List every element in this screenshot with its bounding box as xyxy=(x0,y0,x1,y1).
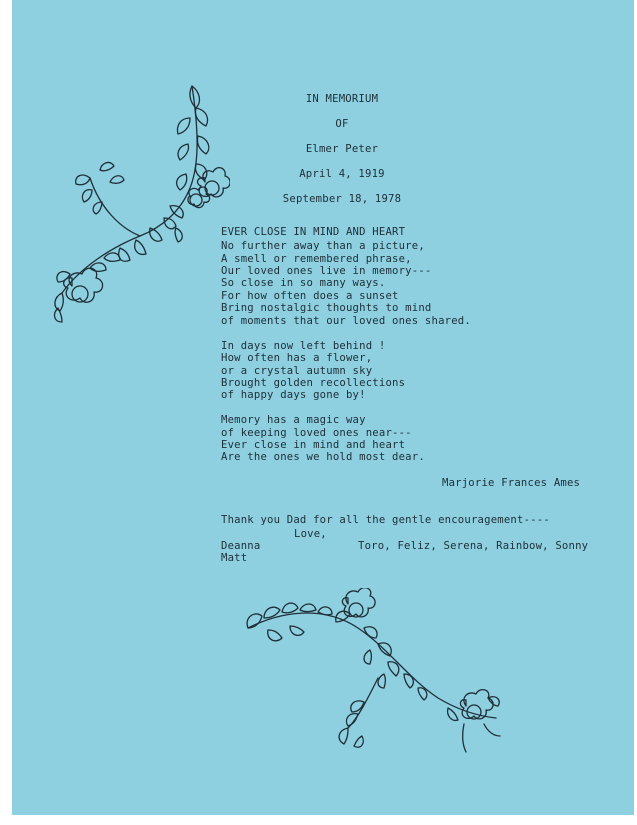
title: IN MEMORIUM xyxy=(305,93,379,105)
floral-sprig-left-icon xyxy=(40,78,230,343)
closing-love: Love, xyxy=(294,528,327,540)
of-line: OF xyxy=(335,118,349,130)
poem-line: Our loved ones live in memory--- xyxy=(221,265,432,277)
poem-line: Bring nostalgic thoughts to mind xyxy=(221,302,432,314)
poem-author: Marjorie Frances Ames xyxy=(442,477,581,489)
signer-deanna: Deanna xyxy=(221,540,261,552)
poem-line: Ever close in mind and heart xyxy=(221,439,406,451)
poem-line: A smell or remembered phrase, xyxy=(221,253,412,265)
birth-date: April 4, 1919 xyxy=(299,168,385,180)
poem-line: So close in so many ways. xyxy=(221,277,386,289)
poem-line: Are the ones we hold most dear. xyxy=(221,451,425,463)
poem-line: No further away than a picture, xyxy=(221,240,425,252)
poem-line: of moments that our loved ones shared. xyxy=(221,315,471,327)
poem-line: of happy days gone by! xyxy=(221,389,366,401)
poem-line: Memory has a magic way xyxy=(221,414,366,426)
poem-title: EVER CLOSE IN MIND AND HEART xyxy=(221,226,406,238)
floral-sprig-bottom-icon xyxy=(238,588,508,758)
signers-others: Toro, Feliz, Serena, Rainbow, Sonny xyxy=(358,540,589,552)
poem-line: Brought golden recollections xyxy=(221,377,406,389)
thank-you-line: Thank you Dad for all the gentle encouragement---- xyxy=(221,514,550,526)
poem-line: or a crystal autumn sky xyxy=(221,365,373,377)
poem-line: of keeping loved ones near--- xyxy=(221,427,412,439)
memorial-sheet xyxy=(12,0,634,815)
signer-matt: Matt xyxy=(221,552,248,564)
header-block xyxy=(267,88,417,208)
deceased-name: Elmer Peter xyxy=(305,143,379,155)
poem-line: How often has a flower, xyxy=(221,352,373,364)
poem-line: In days now left behind ! xyxy=(221,340,386,352)
death-date: September 18, 1978 xyxy=(282,193,402,205)
poem-line: For how often does a sunset xyxy=(221,290,399,302)
